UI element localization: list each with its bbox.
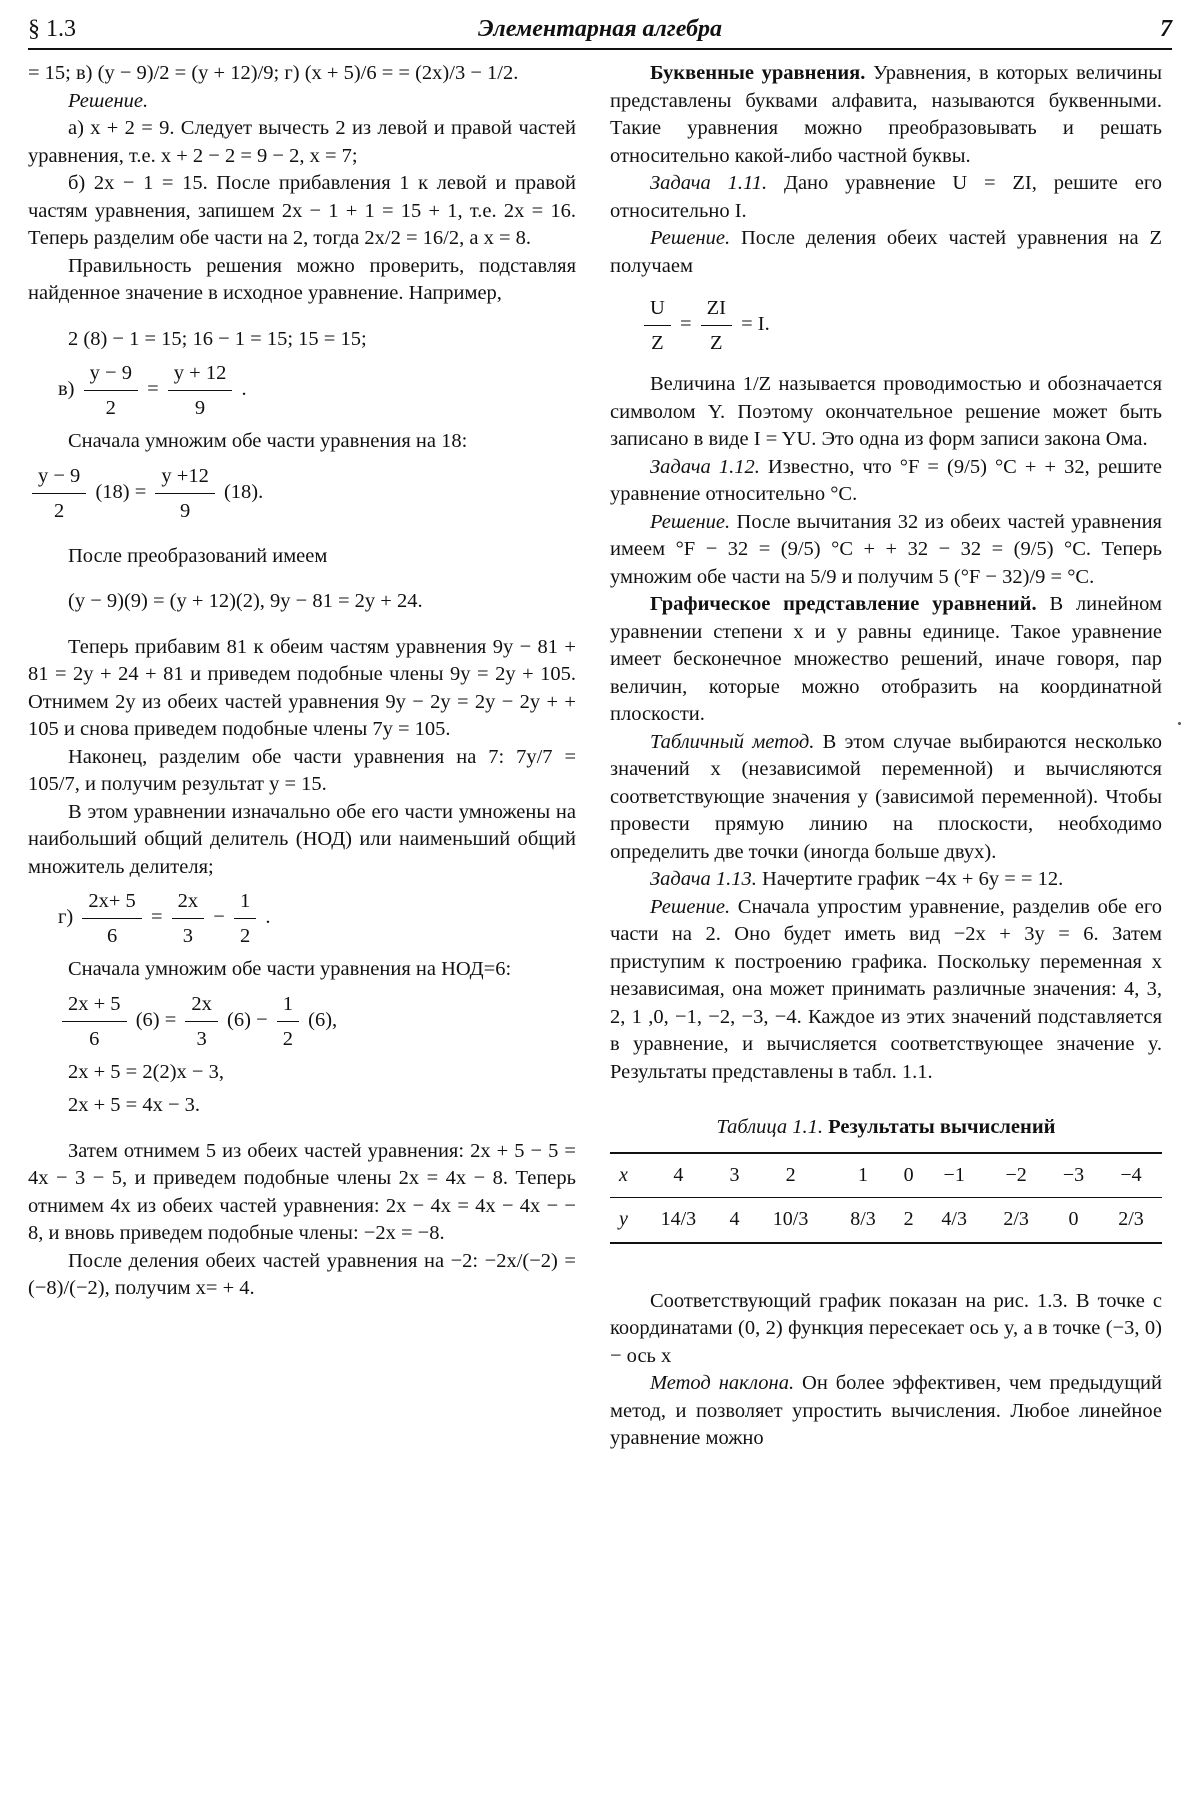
paragraph: Сначала умножим обе части уравнения на 18: (68, 430, 468, 452)
solution-heading: Решение. (68, 89, 149, 112)
numerator: 1 (239, 890, 251, 912)
table-cell: 2/3 (1100, 1198, 1162, 1243)
fraction (62, 990, 127, 1053)
numerator: y +12 (161, 464, 209, 487)
equation: (y − 9)(9) = (y + 12)(2), 9y − 81 = 2y + 24. (68, 590, 423, 612)
denominator: 9 (180, 499, 191, 522)
table-cell: 2/3 (985, 1198, 1047, 1243)
paragraph: Величина 1/Z называется проводимостью и обозначается символом Y. Поэтому окончательное решение может быть записано в виде I = YU. Это одна из форм записи закона Ома. (610, 373, 1162, 450)
denominator: 6 (106, 925, 118, 947)
equation: 2x + 5 = 4x − 3. (68, 1094, 201, 1116)
paragraph: Теперь прибавим 81 к обеим частям уравнения 9y − 81 + 81 = 2y + 24 + 81 и приведем подобные члены 9y = 2y + 105. Отнимем 2y из обеих частей уравнения 9y − 2y = 2y − 2y + + 105 и снова приведем подобные члены 7y = 105. (28, 635, 576, 740)
table-cell: 4 (720, 1198, 749, 1243)
page-number: 7 (1160, 16, 1172, 42)
multiplier: (6) (135, 1008, 160, 1031)
fraction (172, 887, 205, 950)
operator: − (256, 1008, 268, 1031)
fraction (185, 990, 218, 1053)
equation-fraction (58, 359, 576, 422)
denominator: Z (651, 332, 664, 354)
denominator: Z (710, 332, 723, 354)
run-in-heading: Графическое представление уравнений. (650, 593, 1037, 615)
header-rule (28, 48, 1172, 50)
left-column (28, 60, 576, 1303)
paragraph-text: В линейном уравнении степени x и y равны единице. Такое уравнение имеет бесконечное множество решений, иначе говоря, пар величин, которые можно отобразить на координатной плоскости. (610, 593, 1162, 725)
fraction (644, 294, 671, 357)
multiplier: (18). (223, 480, 264, 503)
table-cell: 4/3 (923, 1198, 985, 1243)
denominator: 3 (196, 1027, 207, 1050)
fraction (277, 990, 299, 1053)
paragraph-text: Сначала упростим уравнение, разделив обе его части на 2. Оно будет иметь вид −2x + 3y = 6. Затем приступим к построению графика. Поскольку переменная x независимая, она может принимать различные значения: 4, 3, 2, 1 ,0, −1, −2, −3, −4. Каждое из этих значений подставляется в уравнение, и вычисляется соответствующее значение y. Результаты представлены в табл. 1.1. (610, 895, 1162, 1083)
section-number: § 1.3 (28, 16, 76, 42)
multiplier: (6), (308, 1008, 338, 1031)
right-column (610, 60, 1162, 1453)
solution-label: Решение. (650, 510, 731, 533)
equation-result: = I. (741, 313, 770, 336)
paragraph: а) x + 2 = 9. Следует вычесть 2 из левой и правой частей уравнения, т.е. x + 2 − 2 = 9 − 2, x = 7; (28, 117, 576, 167)
paragraph: Затем отнимем 5 из обеих частей уравнения: 2x + 5 − 5 = 4x − 3 − 5, и приведем подобные члены 2x = 4x − 8. Теперь отнимем 4x из обеих частей уравнения: 2x − 4x = 4x − 4x − − 8, и вновь приведем подобные члены: −2x = −8. (28, 1139, 576, 1244)
numerator: U (650, 297, 665, 319)
numerator: 1 (282, 992, 293, 1015)
equation-label: в) (58, 378, 75, 401)
denominator: 6 (89, 1027, 100, 1050)
paragraph-text: Начертите график −4x + 6y = = 12. (756, 868, 1064, 890)
table-cell: 8/3 (832, 1198, 894, 1243)
paragraph (610, 729, 1162, 867)
method-label: Табличный метод. (650, 730, 815, 753)
table-cell: 10/3 (749, 1198, 832, 1243)
numerator: y + 12 (173, 362, 227, 384)
numerator: ZI (706, 297, 726, 319)
paragraph (610, 60, 1162, 170)
problem-label: Задача 1.12. (650, 455, 760, 478)
paragraph (610, 1370, 1162, 1453)
operator: = (164, 1008, 177, 1031)
paragraph-text: Дано уравнение U = ZI, решите его относительно I. (610, 172, 1162, 222)
run-in-heading: Буквенные уравнения. (650, 62, 866, 84)
paragraph: В этом уравнении изначально обе его части умножены на наибольший общий делитель (НОД) или наименьший общий множитель делителя; (28, 800, 576, 878)
table-cell: −2 (985, 1153, 1047, 1198)
fraction (155, 462, 214, 525)
operator: = (134, 480, 147, 503)
paragraph: Наконец, разделим обе части уравнения на 7: 7y/7 = 105/7, и получим результат y = 15. (28, 745, 576, 795)
numerator: y − 9 (38, 464, 81, 487)
fraction (82, 887, 141, 950)
table-cell: 0 (894, 1153, 923, 1198)
method-label: Метод наклона. (650, 1372, 795, 1394)
paragraph (610, 454, 1162, 509)
equation: 2 (8) − 1 = 15; 16 − 1 = 15; 15 = 15; (68, 327, 367, 350)
problem-label: Задача 1.11. (650, 172, 768, 194)
table-cell: −1 (923, 1153, 985, 1198)
table-cell: −3 (1047, 1153, 1100, 1198)
denominator: 3 (182, 925, 193, 947)
paragraph-text: Уравнения, в которых величины представлены буквами алфавита, называются буквенными. Такие уравнения можно преобразовывать и решать относительно какой-либо частной буквы. (610, 62, 1162, 167)
table-cell: 4 (637, 1153, 720, 1198)
numerator: 2x + 5 (68, 992, 121, 1015)
table-caption (610, 1114, 1162, 1142)
denominator: 2 (282, 1027, 293, 1050)
paragraph: б) 2x − 1 = 15. После прибавления 1 к левой и правой частям уравнения, запишем 2x − 1 + 1 = 15 + 1, т.е. 2x = 16. Теперь разделим обе части на 2, тогда 2x/2 = 16/2, а x = 8. (28, 172, 576, 249)
paragraph-text: Он более эффективен, чем предыдущий метод, и позволяет упростить вычисления. Любое линейное уравнение можно (610, 1372, 1162, 1449)
problem-label: Задача 1.13. (650, 868, 757, 890)
paragraph (610, 170, 1162, 225)
punctuation: . (241, 378, 247, 401)
denominator: 2 (105, 397, 116, 419)
paragraph (610, 225, 1162, 280)
table-cell: 3 (720, 1153, 749, 1198)
paragraph (610, 591, 1162, 729)
equation-fraction (28, 462, 576, 525)
fraction (234, 887, 256, 950)
multiplier: (18) (95, 480, 130, 503)
operator: = (147, 378, 159, 401)
table-cell: 14/3 (637, 1198, 720, 1243)
denominator: 2 (54, 499, 65, 522)
paragraph: После преобразований имеем (68, 544, 328, 567)
fraction (84, 359, 138, 422)
paragraph: После деления обеих частей уравнения на −2: −2x/(−2) = (−8)/(−2), получим x= + 4. (28, 1249, 576, 1299)
numerator: 2x+ 5 (88, 890, 136, 912)
numerator: 2x (191, 992, 212, 1015)
table-row (610, 1198, 1162, 1243)
operator: − (213, 906, 225, 929)
equation-fraction (640, 294, 1162, 357)
equation-label: г) (58, 906, 74, 929)
results-table (610, 1152, 1162, 1244)
paragraph-text: После деления обеих частей уравнения на Z получаем (610, 227, 1162, 277)
table-label: Таблица 1.1. (716, 1116, 824, 1138)
scan-speck (1178, 722, 1181, 725)
paragraph: = 15; в) (y − 9)/2 = (y + 12)/9; г) (x + 5)/6 = = (2x)/3 − 1/2. (28, 62, 519, 84)
paragraph: Соответствующий график показан на рис. 1.3. В точке с координатами (0, 2) функция пересекает ось y, а в точке (−3, 0) − ось x (610, 1289, 1162, 1367)
paragraph: Сначала умножим обе части уравнения на НОД=6: (68, 958, 512, 980)
fraction (32, 462, 86, 525)
operator: = (150, 906, 163, 929)
paragraph: Правильность решения можно проверить, подставляя найденное значение в исходное уравнение. Например, (28, 254, 576, 304)
denominator: 9 (194, 397, 206, 419)
equation: 2x + 5 = 2(2)x − 3, (68, 1060, 224, 1083)
multiplier: (6) (227, 1008, 251, 1031)
table-title: Результаты вычислений (823, 1116, 1056, 1138)
numerator: 2x (177, 890, 199, 912)
table-cell: 2 (894, 1198, 923, 1243)
paragraph-text: После вычитания 32 из обеих частей уравнения имеем °F − 32 = (9/5) °C + + 32 − 32 = (9/5) °C. Теперь умножим обе части на 5/9 и получим 5 (°F − 32)/9 = °C. (610, 510, 1162, 588)
numerator: y − 9 (89, 362, 132, 384)
solution-label: Решение. (650, 895, 731, 918)
paragraph (610, 509, 1162, 592)
table-cell: 2 (749, 1153, 832, 1198)
denominator: 2 (239, 925, 251, 947)
paragraph (610, 894, 1162, 1087)
page-header (28, 12, 1172, 48)
fraction (701, 294, 732, 357)
paragraph-text: Известно, что °F = (9/5) °C + + 32, решите уравнение относительно °C. (610, 455, 1162, 505)
row-header: x (610, 1153, 637, 1198)
table-cell: 1 (832, 1153, 894, 1198)
paragraph (610, 866, 1162, 894)
punctuation: . (265, 906, 271, 929)
table-row (610, 1153, 1162, 1198)
table-cell: 0 (1047, 1198, 1100, 1243)
operator: = (679, 313, 692, 336)
running-title: Элементарная алгебра (477, 16, 723, 42)
row-header: y (610, 1198, 637, 1243)
fraction (168, 359, 233, 422)
table-cell: −4 (1100, 1153, 1162, 1198)
solution-label: Решение. (650, 227, 731, 249)
paragraph-text: В этом случае выбираются несколько значений x (независимой переменной) и вычисляются соответствующие значения y (зависимой переменной). Чтобы провести прямую линию на плоскости, необходимо определить две точки (иногда больше двух). (610, 730, 1162, 863)
equation-fraction (58, 990, 576, 1053)
equation-fraction (58, 887, 576, 950)
